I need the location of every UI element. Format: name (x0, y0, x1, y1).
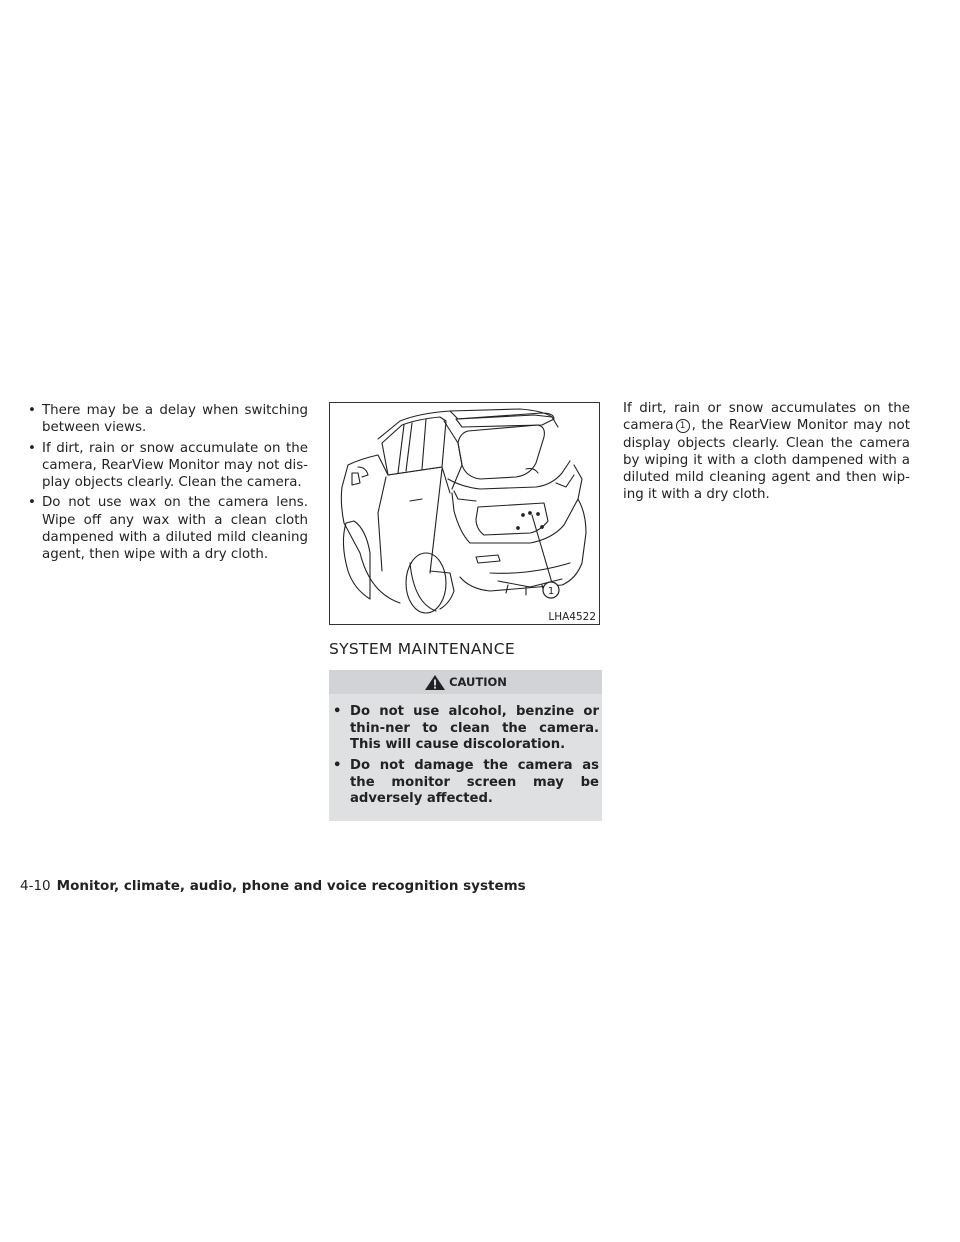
page-number: 4-10 (20, 878, 51, 894)
list-item: • If dirt, rain or snow accumulate on the camera, RearView Monitor may not dis-play objects clearly. Clean the camera. (28, 440, 308, 492)
callout-number-inline: 1 (676, 419, 690, 433)
list-item: • Do not damage the camera as the monitor screen may be adversely affected. (333, 758, 599, 808)
left-column (28, 402, 308, 567)
right-column (623, 400, 910, 504)
caution-header (329, 670, 602, 694)
warning-icon (424, 674, 446, 691)
callout-number: 1 (547, 586, 555, 597)
caution-box (329, 670, 602, 821)
rear-camera-illustration (329, 402, 600, 625)
list-item: • There may be a delay when switching between views. (28, 402, 308, 437)
figure-code: LHA4522 (548, 611, 596, 623)
tips-list (28, 402, 308, 564)
page-footer (20, 878, 526, 894)
list-item: • Do not use alcohol, benzine or thin-ner to clean the camera. This will cause discoloration. (333, 704, 599, 754)
caution-body (329, 694, 602, 821)
caution-list (333, 704, 599, 808)
list-item: • Do not use wax on the camera lens. Wipe off any wax with a clean cloth dampened with a diluted mild cleaning agent, then wipe with a dry cloth. (28, 494, 308, 563)
cleaning-paragraph (623, 400, 910, 504)
paragraph-text: , the RearView Monitor may not display objects clearly. Clean the camera by wiping it with a cloth dampened with a diluted mild cleaning agent and then wip-ing it with a dry cloth. (623, 418, 910, 503)
caution-label: CAUTION (449, 674, 507, 689)
middle-column (329, 402, 602, 821)
chapter-title: Monitor, climate, audio, phone and voice recognition systems (56, 878, 526, 894)
car-rear-drawing (330, 403, 601, 626)
paragraph-text: If dirt, rain or snow accumulates on the camera (623, 401, 910, 434)
section-title: SYSTEM MAINTENANCE (329, 640, 515, 658)
